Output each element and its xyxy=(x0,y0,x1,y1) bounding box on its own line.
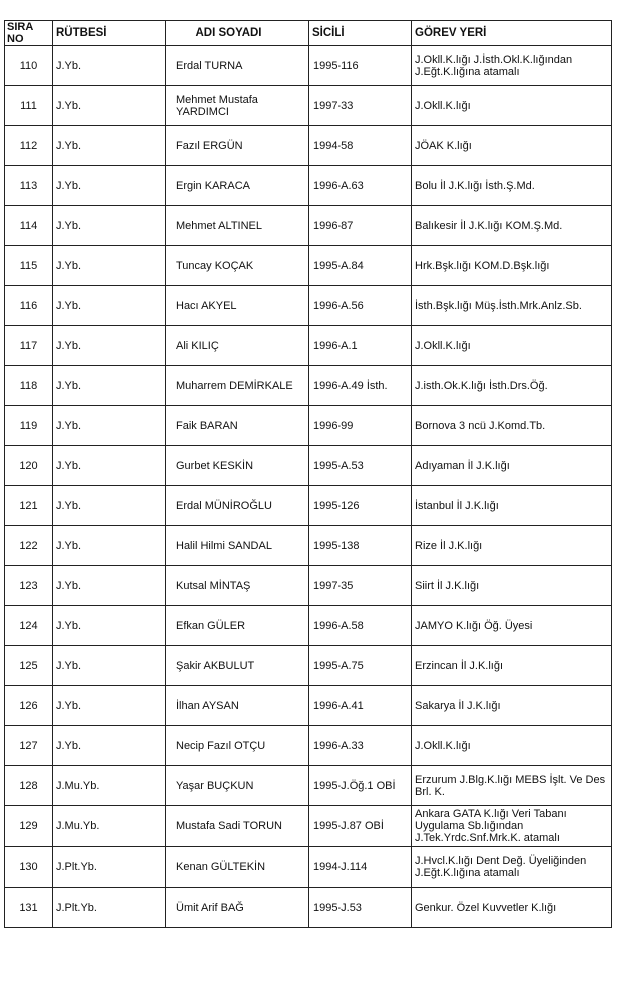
cell-gorev-yeri: Bornova 3 ncü J.Komd.Tb. xyxy=(412,406,612,446)
cell-sicil: 1996-A.1 xyxy=(309,326,412,366)
cell-adi-soyadi: Kutsal MİNTAŞ xyxy=(166,566,309,606)
cell-rutbe: J.Yb. xyxy=(53,46,166,86)
cell-gorev-yeri: Hrk.Bşk.lığı KOM.D.Bşk.lığı xyxy=(412,246,612,286)
cell-adi-soyadi: Mustafa Sadi TORUN xyxy=(166,806,309,847)
cell-rutbe: J.Yb. xyxy=(53,686,166,726)
cell-sicil: 1997-35 xyxy=(309,566,412,606)
table-row xyxy=(5,646,612,686)
cell-adi-soyadi: Ergin KARACA xyxy=(166,166,309,206)
cell-rutbe: J.Yb. xyxy=(53,246,166,286)
cell-sicil: 1996-A.63 xyxy=(309,166,412,206)
cell-gorev-yeri: JAMYO K.lığı Öğ. Üyesi xyxy=(412,606,612,646)
cell-gorev-yeri: Bolu İl J.K.lığı İsth.Ş.Md. xyxy=(412,166,612,206)
cell-rutbe: J.Yb. xyxy=(53,526,166,566)
cell-adi-soyadi: Ali KILIÇ xyxy=(166,326,309,366)
table-row xyxy=(5,606,612,646)
cell-adi-soyadi: Gurbet KESKİN xyxy=(166,446,309,486)
cell-sicil: 1995-J.53 xyxy=(309,888,412,928)
cell-sicil: 1997-33 xyxy=(309,86,412,126)
table-row xyxy=(5,566,612,606)
cell-sira-no: 115 xyxy=(5,246,53,286)
cell-gorev-yeri: Genkur. Özel Kuvvetler K.lığı xyxy=(412,888,612,928)
cell-adi-soyadi: Şakir AKBULUT xyxy=(166,646,309,686)
cell-sicil: 1995-A.84 xyxy=(309,246,412,286)
cell-rutbe: J.Yb. xyxy=(53,286,166,326)
cell-sira-no: 127 xyxy=(5,726,53,766)
cell-adi-soyadi: Erdal MÜNİROĞLU xyxy=(166,486,309,526)
cell-adi-soyadi: Fazıl ERGÜN xyxy=(166,126,309,166)
cell-rutbe: J.Mu.Yb. xyxy=(53,806,166,847)
cell-sira-no: 131 xyxy=(5,888,53,928)
cell-sira-no: 113 xyxy=(5,166,53,206)
cell-adi-soyadi: Tuncay KOÇAK xyxy=(166,246,309,286)
cell-gorev-yeri: J.Okll.K.lığı xyxy=(412,326,612,366)
cell-sicil: 1995-126 xyxy=(309,486,412,526)
cell-gorev-yeri: Erzurum J.Blg.K.lığı MEBS İşlt. Ve Des Brl. K. xyxy=(412,766,612,806)
cell-gorev-yeri: Siirt İl J.K.lığı xyxy=(412,566,612,606)
table-row xyxy=(5,486,612,526)
table-row xyxy=(5,888,612,928)
cell-sicil: 1996-A.56 xyxy=(309,286,412,326)
table-row xyxy=(5,126,612,166)
table-row xyxy=(5,46,612,86)
cell-adi-soyadi: Efkan GÜLER xyxy=(166,606,309,646)
table-row xyxy=(5,526,612,566)
cell-gorev-yeri: Balıkesir İl J.K.lığı KOM.Ş.Md. xyxy=(412,206,612,246)
cell-adi-soyadi: Halil Hilmi SANDAL xyxy=(166,526,309,566)
table-row xyxy=(5,246,612,286)
cell-sira-no: 114 xyxy=(5,206,53,246)
cell-sira-no: 111 xyxy=(5,86,53,126)
cell-sicil: 1996-A.58 xyxy=(309,606,412,646)
cell-adi-soyadi: İlhan AYSAN xyxy=(166,686,309,726)
cell-rutbe: J.Mu.Yb. xyxy=(53,766,166,806)
header-adi-soyadi: ADI SOYADI xyxy=(166,21,309,46)
table-row xyxy=(5,166,612,206)
cell-gorev-yeri: JÖAK K.lığı xyxy=(412,126,612,166)
personnel-table xyxy=(4,20,612,928)
cell-adi-soyadi: Necip Fazıl OTÇU xyxy=(166,726,309,766)
cell-rutbe: J.Yb. xyxy=(53,86,166,126)
table-row xyxy=(5,366,612,406)
cell-sicil: 1994-58 xyxy=(309,126,412,166)
cell-sicil: 1995-A.53 xyxy=(309,446,412,486)
cell-rutbe: J.Plt.Yb. xyxy=(53,888,166,928)
cell-sira-no: 122 xyxy=(5,526,53,566)
cell-sira-no: 117 xyxy=(5,326,53,366)
cell-adi-soyadi: Ümit Arif BAĞ xyxy=(166,888,309,928)
cell-rutbe: J.Yb. xyxy=(53,126,166,166)
cell-sicil: 1996-99 xyxy=(309,406,412,446)
table-row xyxy=(5,806,612,847)
cell-sira-no: 129 xyxy=(5,806,53,847)
cell-sira-no: 126 xyxy=(5,686,53,726)
cell-sicil: 1996-A.49 İsth. xyxy=(309,366,412,406)
cell-rutbe: J.Yb. xyxy=(53,446,166,486)
header-rutbe: RÜTBESİ xyxy=(53,21,166,46)
cell-sira-no: 120 xyxy=(5,446,53,486)
table-row xyxy=(5,326,612,366)
cell-rutbe: J.Yb. xyxy=(53,206,166,246)
cell-sira-no: 130 xyxy=(5,847,53,888)
cell-gorev-yeri: Ankara GATA K.lığı Veri Tabanı Uygulama Sb.lığından J.Tek.Yrdc.Snf.Mrk.K. atamalı xyxy=(412,806,612,847)
cell-sira-no: 128 xyxy=(5,766,53,806)
cell-sira-no: 118 xyxy=(5,366,53,406)
cell-gorev-yeri: Sakarya İl J.K.lığı xyxy=(412,686,612,726)
cell-gorev-yeri: Rize İl J.K.lığı xyxy=(412,526,612,566)
header-gorev-yeri: GÖREV YERİ xyxy=(412,21,612,46)
cell-sira-no: 123 xyxy=(5,566,53,606)
table-row xyxy=(5,686,612,726)
table-row xyxy=(5,286,612,326)
cell-sicil: 1995-J.87 OBİ xyxy=(309,806,412,847)
cell-rutbe: J.Yb. xyxy=(53,726,166,766)
header-row xyxy=(5,21,612,46)
table-row xyxy=(5,847,612,888)
cell-gorev-yeri: İsth.Bşk.lığı Müş.İsth.Mrk.Anlz.Sb. xyxy=(412,286,612,326)
cell-sicil: 1994-J.114 xyxy=(309,847,412,888)
cell-adi-soyadi: Hacı AKYEL xyxy=(166,286,309,326)
cell-sira-no: 110 xyxy=(5,46,53,86)
table-row xyxy=(5,726,612,766)
cell-gorev-yeri: J.Okll.K.lığı xyxy=(412,726,612,766)
cell-sicil: 1995-J.Öğ.1 OBİ xyxy=(309,766,412,806)
cell-rutbe: J.Yb. xyxy=(53,486,166,526)
cell-gorev-yeri: J.Hvcl.K.lığı Dent Değ. Üyeliğinden J.Eğt.K.lığına atamalı xyxy=(412,847,612,888)
table-row xyxy=(5,446,612,486)
cell-gorev-yeri: J.Okll.K.lığı J.İsth.Okl.K.lığından J.Eğt.K.lığına atamalı xyxy=(412,46,612,86)
table-row xyxy=(5,406,612,446)
cell-rutbe: J.Yb. xyxy=(53,406,166,446)
cell-gorev-yeri: Adıyaman İl J.K.lığı xyxy=(412,446,612,486)
table-body xyxy=(5,46,612,928)
cell-gorev-yeri: İstanbul İl J.K.lığı xyxy=(412,486,612,526)
cell-rutbe: J.Yb. xyxy=(53,366,166,406)
cell-gorev-yeri: J.isth.Ok.K.lığı İsth.Drs.Öğ. xyxy=(412,366,612,406)
cell-adi-soyadi: Kenan GÜLTEKİN xyxy=(166,847,309,888)
cell-rutbe: J.Plt.Yb. xyxy=(53,847,166,888)
cell-sicil: 1995-138 xyxy=(309,526,412,566)
cell-rutbe: J.Yb. xyxy=(53,326,166,366)
cell-sicil: 1996-A.41 xyxy=(309,686,412,726)
cell-sicil: 1996-A.33 xyxy=(309,726,412,766)
cell-sira-no: 124 xyxy=(5,606,53,646)
cell-rutbe: J.Yb. xyxy=(53,606,166,646)
cell-sicil: 1995-A.75 xyxy=(309,646,412,686)
cell-sicil: 1995-116 xyxy=(309,46,412,86)
cell-sira-no: 125 xyxy=(5,646,53,686)
table-row xyxy=(5,766,612,806)
cell-sicil: 1996-87 xyxy=(309,206,412,246)
cell-sira-no: 116 xyxy=(5,286,53,326)
header-sira-no: SIRA NO xyxy=(5,21,53,46)
cell-gorev-yeri: J.Okll.K.lığı xyxy=(412,86,612,126)
cell-rutbe: J.Yb. xyxy=(53,566,166,606)
header-sicil: SİCİLİ xyxy=(309,21,412,46)
table-row xyxy=(5,86,612,126)
cell-adi-soyadi: Faik BARAN xyxy=(166,406,309,446)
cell-gorev-yeri: Erzincan İl J.K.lığı xyxy=(412,646,612,686)
cell-adi-soyadi: Mehmet ALTINEL xyxy=(166,206,309,246)
cell-rutbe: J.Yb. xyxy=(53,646,166,686)
table-row xyxy=(5,206,612,246)
cell-sira-no: 121 xyxy=(5,486,53,526)
cell-adi-soyadi: Erdal TURNA xyxy=(166,46,309,86)
cell-rutbe: J.Yb. xyxy=(53,166,166,206)
cell-adi-soyadi: Mehmet Mustafa YARDIMCI xyxy=(166,86,309,126)
cell-sira-no: 119 xyxy=(5,406,53,446)
cell-adi-soyadi: Muharrem DEMİRKALE xyxy=(166,366,309,406)
cell-sira-no: 112 xyxy=(5,126,53,166)
cell-adi-soyadi: Yaşar BUÇKUN xyxy=(166,766,309,806)
